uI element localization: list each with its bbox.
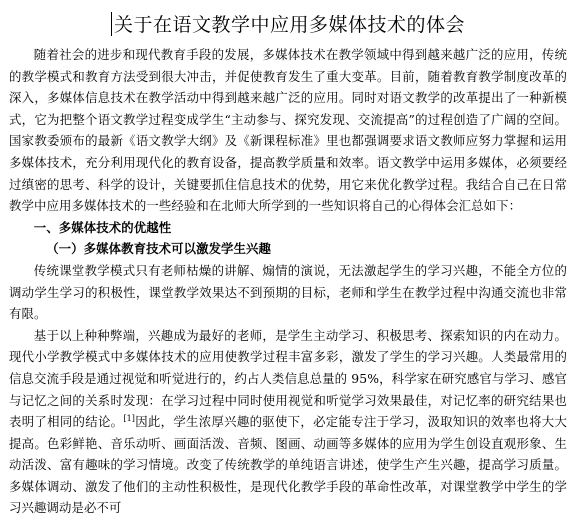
paragraph-2-part-2: 因此，学生浓厚兴趣的驱使下，必定能专注于学习，汲取知识的效率也将大大提高。色彩鲜艳、音乐动听、画面活泼、音频、图画、动画等多媒体的应用为学生创设直观形象、生动活泼、富有趣味的学习情境。改变了传统教学的单纯语言讲述，使学生产生兴趣，提高学习质量。多媒体调动、激发了他们的主动性积极性，是现代化教学手段的革命性改革，对课堂教学中学生的学习兴趣调动是必不可	[9, 414, 567, 516]
citation-ref[interactable]: [1]	[123, 413, 135, 423]
paragraph-1: 传统课堂教学模式只有老师枯燥的讲解、煽情的演说，无法激起学生的学习兴趣，不能全方位的调动学生学习的积极性，课堂教学效果达不到预期的目标，老师和学生在教学过程中沟通交流也非常有限。	[9, 262, 567, 322]
paragraph-2	[9, 325, 567, 519]
paragraph-2-part-1: 基于以上种种弊端，兴趣成为最好的老师，是学生主动学习、积极思考、探索知识的内在动力。现代小学教学模式中多媒体技术的应用使教学过程丰富多彩，激发了学生的学习兴趣。人类最常用的信息交流手段是通过视觉和听觉进行的，约占人类信息总量的 95%，科学家在研究感官与学习、感官与记忆之间的关系时发现：在学习过程中同时使用视觉和听觉学习效果最佳，对记忆率的研究结果也表明了相同的结论。	[9, 327, 567, 430]
section-heading-1: 一、多媒体技术的优越性	[33, 219, 172, 235]
title-row	[0, 10, 576, 38]
subsection-heading-1: （一）多媒体教育技术可以激发学生兴趣	[46, 241, 272, 257]
text-cursor	[111, 12, 112, 36]
intro-paragraph: 随着社会的进步和现代教育手段的发展，多媒体技术在教学领域中得到越来越广泛的应用，传统的教学模式和教育方法受到很大冲击，并促使教育发生了重大变革。目前，随着教育教学制度改革的深入，多媒体信息技术在教学活动中得到越来越广泛的应用。同时对语文教学的改革提出了一种新模式，它为把整个语文教学过程变成学生“主动参与、探究发现、交流提高”的过程创造了广阔的空间。国家教委颁布的最新《语文教学大纲》及《新课程标准》里也都强调要求语文教师应努力掌握和运用多媒体技术，充分利用现代化的教育设备，提高教学质量和效率。语文教学中运用多媒体，必须要经过缜密的思考、科学的设计，关键要抓住信息技术的优势，用它来优化教学过程。我结合自己在日常教学中应用多媒体技术的一些经验和在北师大所学到的一些知识将自己的心得体会汇总如下：	[9, 47, 567, 214]
document-title: 关于在语文教学中应用多媒体技术的体会	[113, 14, 465, 36]
document-body	[9, 44, 567, 519]
